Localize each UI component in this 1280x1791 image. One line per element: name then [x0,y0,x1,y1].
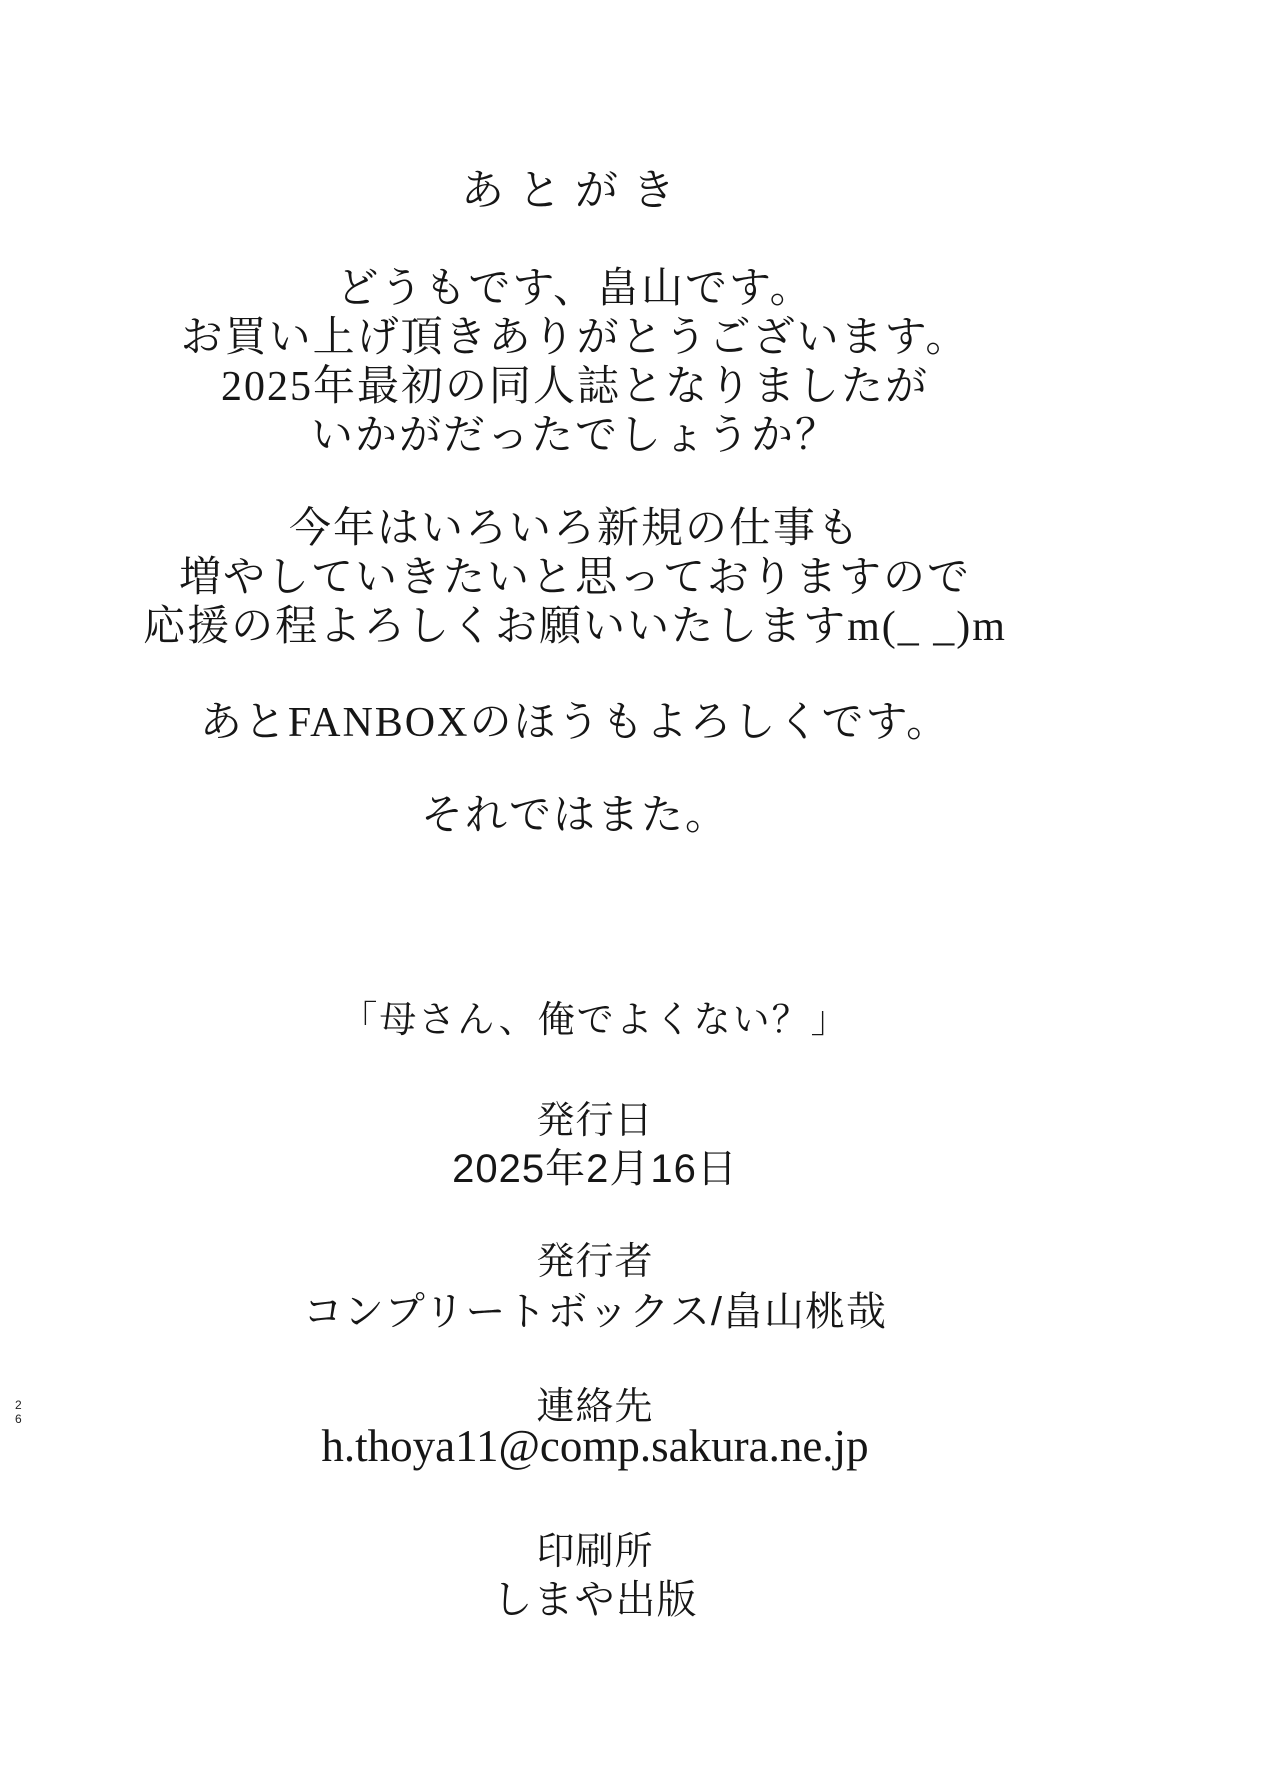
afterword-line: 応援の程よろしくお願いいたしますm(_ _)m [143,604,1007,650]
afterword-paragraph-greeting [0,265,1150,461]
afterword-line: 今年はいろいろ新規の仕事も [288,506,861,552]
afterword-heading: あとがき [461,168,689,215]
afterword-line: どうもです、畠山です。 [336,266,814,312]
page-number: 26 [15,1398,22,1426]
colophon-publisher: コンプリートボックス/畠山桃哉 [302,1290,888,1334]
afterword-paragraph-fanbox: あとFANBOXのほうもよろしくです。 [199,700,951,746]
colophon-publish-date-label: 発行日 [536,1100,654,1142]
afterword-line: いかがだったでしょうか？ [310,413,839,459]
afterword-line: 増やしていきたいと思っておりますので [178,555,971,601]
afterword-paragraph-plans [0,505,1150,652]
afterword-paragraph-farewell: それではまた。 [420,793,729,839]
colophon-printer: しまや出版 [492,1578,698,1622]
colophon-publisher-label: 発行者 [536,1241,654,1283]
colophon-printer-label: 印刷所 [536,1531,654,1573]
afterword-line: お買い上げ頂きありがとうございます。 [180,315,970,361]
colophon-contact-email: h.thoya11@comp.sakura.ne.jp [321,1421,869,1471]
colophon-publish-date: 2025年2月16日 [452,1147,738,1191]
colophon-contact-label: 連絡先 [536,1386,654,1428]
colophon-book-title: 「母さん、俺でよくない？」 [340,999,850,1040]
afterword-line: 2025年最初の同人誌となりましたが [220,364,929,410]
